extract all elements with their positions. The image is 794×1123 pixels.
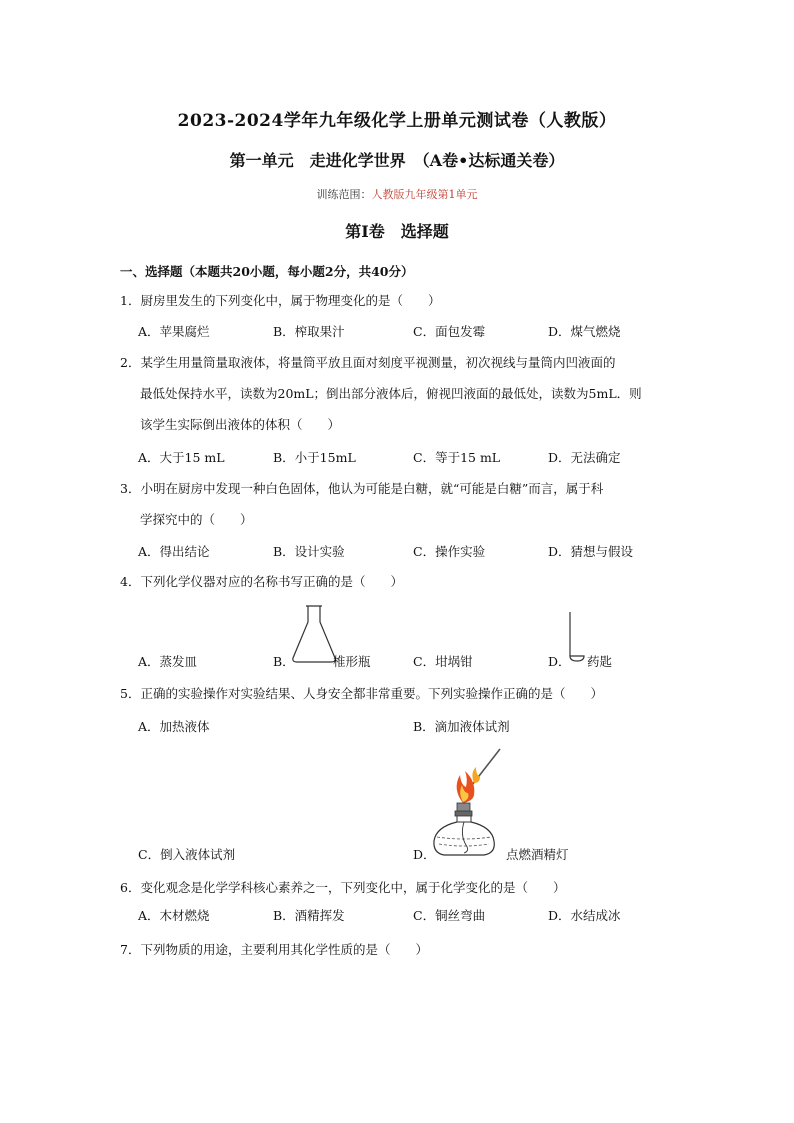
option-c: C．等于15 mL: [413, 450, 501, 465]
option-a: A．大于15 mL: [138, 450, 225, 465]
volume-heading: 第Ⅰ卷 选择题: [345, 222, 449, 241]
question-stem: 4．下列化学仪器对应的名称书写正确的是（ ）: [120, 574, 403, 589]
question-stem-line: 3．小明在厨房中发现一种白色固体，他认为可能是白糖，就“可能是白糖”而言，属于科: [120, 481, 604, 496]
option-a: A．加热液体: [138, 719, 210, 734]
option-a: A．蒸发皿: [138, 654, 198, 669]
option-b: B．小于15mL: [273, 450, 356, 465]
option-c: C．面包发霉: [413, 324, 486, 339]
exam-title: 2023-2024学年九年级化学上册单元测试卷（人教版）: [177, 111, 617, 131]
option-c: C．倒入液体试剂: [138, 847, 236, 862]
question-2-options: [138, 448, 698, 468]
question-stem: 1．厨房里发生的下列变化中，属于物理变化的是（ ）: [120, 293, 441, 308]
question-stem: 6．变化观念是化学学科核心素养之一，下列变化中，属于化学变化的是（ ）: [120, 880, 566, 895]
option-d: D．煤气燃烧: [548, 324, 621, 339]
option-c: C．坩埚钳: [413, 654, 473, 669]
flask-caption: 椎形瓶: [333, 654, 371, 669]
scope-value: 人教版九年级第1单元: [371, 188, 478, 201]
option-d: D．无法确定: [548, 450, 621, 465]
question-1-options: [138, 322, 698, 342]
question-6-options: [138, 906, 698, 926]
option-a: A．苹果腐烂: [138, 324, 210, 339]
alcohol-lamp-image: [430, 745, 510, 860]
question-stem: 7．下列物质的用途，主要利用其化学性质的是（ ）: [120, 942, 428, 957]
option-b: B．: [273, 654, 295, 669]
question-stem-line: 该学生实际倒出液体的体积（ ）: [140, 417, 341, 432]
question-5: [120, 678, 680, 709]
question-7: [120, 934, 680, 965]
question-1: [120, 285, 680, 316]
option-c: C．操作实验: [413, 544, 486, 559]
question-stem-line: 最低处保持水平，读数为20mL；倒出部分液体后，俯视凹液面的最低处，读数为5mL．则: [140, 386, 642, 401]
question-stem-line: 学探究中的（ ）: [140, 512, 253, 527]
question-6: [120, 872, 680, 903]
question-4-options: [138, 652, 698, 672]
option-b: B．酒精挥发: [273, 908, 345, 923]
question-stem: 5．正确的实验操作对实验结果、人身安全都非常重要。下列实验操作正确的是（ ）: [120, 686, 603, 701]
option-d: D．: [548, 654, 571, 669]
spoon-caption: 药匙: [587, 654, 613, 669]
section-heading: 一、选择题（本题共20小题，每小题2分，共40分）: [120, 264, 414, 279]
question-stem-line: 2．某学生用量筒量取液体，将量筒平放且面对刻度平视测量，初次视线与量筒内凹液面的: [120, 355, 616, 370]
option-a: A．木材燃烧: [138, 908, 210, 923]
scope-label: 训练范围：: [316, 188, 372, 201]
option-c: C．铜丝弯曲: [413, 908, 486, 923]
option-a: A．得出结论: [138, 544, 210, 559]
question-3-options: [138, 542, 698, 562]
question-3: [120, 473, 680, 535]
training-scope: [0, 186, 794, 202]
question-2: [120, 347, 680, 440]
option-d: D．猜想与假设: [548, 544, 634, 559]
option-b: B．设计实验: [273, 544, 345, 559]
option-b: B．滴加液体试剂: [413, 719, 510, 734]
option-d: D．水结成冰: [548, 908, 621, 923]
option-b: B．榨取果汁: [273, 324, 345, 339]
alcohol-lamp-caption: 点燃酒精灯: [506, 847, 569, 862]
option-d: D．: [413, 847, 436, 862]
question-4: [120, 566, 680, 597]
unit-subtitle: 第一单元 走进化学世界 （A卷•达标通关卷）: [229, 151, 565, 170]
